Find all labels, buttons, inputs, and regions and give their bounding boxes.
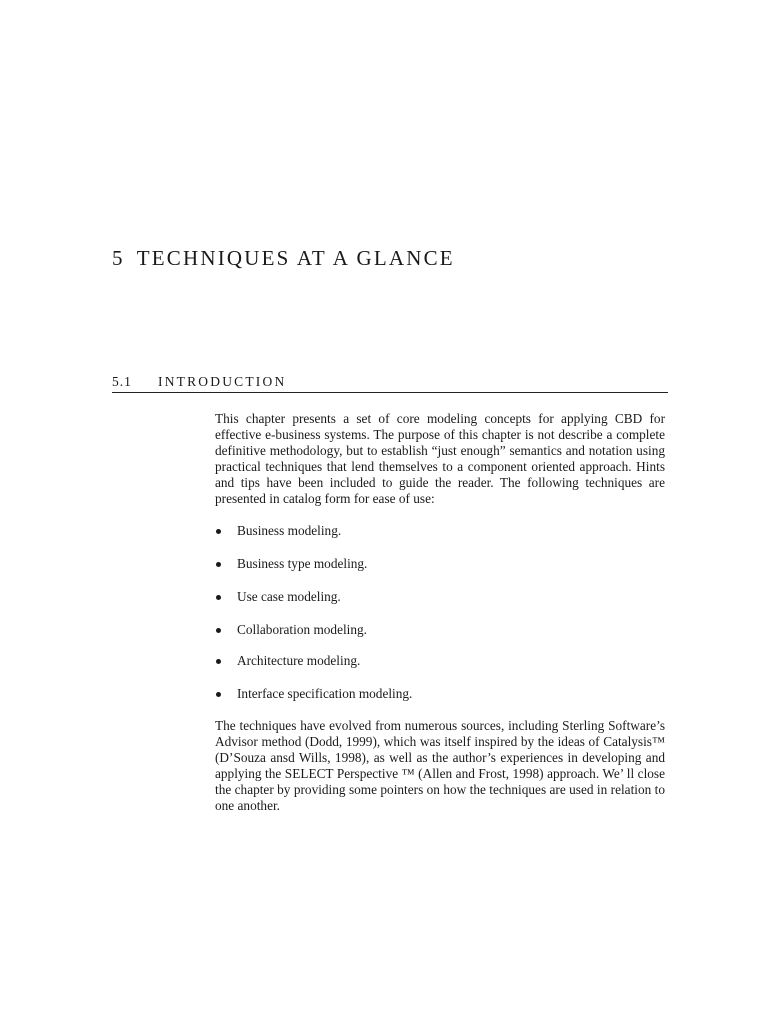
bullet-icon bbox=[216, 659, 221, 664]
intro-paragraph: This chapter presents a set of core modeling concepts for applying CBD for effective e-business systems. The purpose of this chapter is not describe a complete definitive methodology, but to establish “just enough” semantics and notation using practical techniques that lend themselves to a component oriented approach. Hints and tips have been included to guide the reader. The following techniques are presented in catalog form for ease of use: bbox=[215, 411, 665, 506]
chapter-title bbox=[112, 246, 455, 271]
bullet-icon bbox=[216, 595, 221, 600]
bullet-icon bbox=[216, 692, 221, 697]
list-item-label: Interface specification modeling. bbox=[237, 686, 413, 701]
section-number: 5.1 bbox=[112, 374, 132, 389]
list-item-label: Business type modeling. bbox=[237, 556, 368, 571]
bullet-icon bbox=[216, 628, 221, 633]
bullet-icon bbox=[216, 562, 221, 567]
list-item-label: Collaboration modeling. bbox=[237, 622, 367, 637]
list-item-label: Architecture modeling. bbox=[237, 653, 361, 668]
section-title: INTRODUCTION bbox=[158, 374, 287, 389]
chapter-title-text: TECHNIQUES AT A GLANCE bbox=[136, 246, 455, 270]
closing-paragraph: The techniques have evolved from numerous sources, including Sterling Software’s Advisor method (Dodd, 1999), which was itself inspired by the ideas of Catalysis™ (D’Souza ansd Wills, 1998), as well as the author’s experiences in developing and applying the SELECT Perspective ™ (Allen and Frost, 1998) approach. We’ ll close the chapter by providing some pointers on how the techniques are used in relation to one another. bbox=[215, 718, 665, 813]
chapter-number: 5 bbox=[112, 246, 125, 270]
list-item-label: Use case modeling. bbox=[237, 589, 341, 604]
list-item-label: Business modeling. bbox=[237, 523, 342, 538]
section-heading bbox=[112, 374, 668, 393]
bullet-icon bbox=[216, 529, 221, 534]
